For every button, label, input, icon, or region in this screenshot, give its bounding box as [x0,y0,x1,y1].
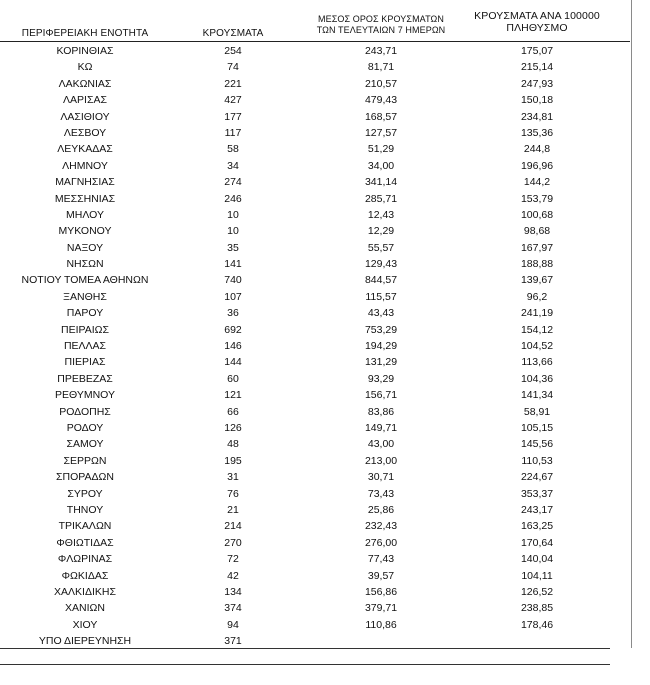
cell-seven-day-average: 479,43 [364,94,398,107]
cell-cases-per-100k: 175,07 [520,45,554,57]
cell-seven-day-average: 25,86 [367,503,395,516]
cell-seven-day-average: 213,00 [364,454,398,467]
cell-seven-day-average: 30,71 [367,471,395,484]
cell-seven-day-average: 194,29 [364,340,398,353]
cell-seven-day-average: 168,57 [364,110,398,123]
cell-cases-per-100k: 163,25 [520,520,554,533]
cell-cases-per-100k: 58,91 [523,405,551,418]
table-row [0,551,630,567]
cell-cases-per-100k: 100,68 [520,208,554,221]
cell-cases-per-100k: 238,85 [520,602,554,615]
cell-region: ΡΟΔΟΠΗΣ [59,405,111,418]
cell-region: ΜΕΣΣΗΝΙΑΣ [54,192,116,205]
table-row [0,240,630,256]
table-row [0,109,630,125]
table-row [0,387,630,403]
cell-cases-per-100k: 139,67 [520,274,554,287]
cell-cases: 274 [224,176,242,189]
cell-cases: 76 [227,487,239,500]
cell-cases: 254 [224,45,242,57]
cell-region: ΣΕΡΡΩΝ [63,454,107,467]
cell-region: ΥΠΟ ΔΙΕΡΕΥΝΗΣΗ [38,635,132,648]
cell-seven-day-average: 77,43 [367,553,395,566]
table-row [0,59,630,75]
table-row [0,404,630,420]
cell-seven-day-average: 110,86 [365,618,397,631]
cell-seven-day-average: 51,29 [367,143,395,156]
cell-region: ΤΗΝΟΥ [66,503,104,516]
cell-cases: 117 [224,126,242,139]
table-row [0,305,630,321]
cell-region: ΠΕΙΡΑΙΩΣ [61,323,109,336]
cell-cases-per-100k: 234,81 [520,110,554,123]
table-row [0,486,630,502]
cell-region: ΣΑΜΟΥ [66,438,104,451]
cell-cases-per-100k: 135,36 [520,126,554,139]
cell-cases-per-100k: 141,34 [520,389,554,402]
cell-region: ΣΠΟΡΑΔΩΝ [56,471,114,484]
cell-region: ΛΕΣΒΟΥ [63,126,107,139]
cell-seven-day-average: 83,86 [367,405,395,418]
table-row [0,191,630,207]
table-row [0,469,630,485]
table-row [0,207,630,223]
table-row [0,535,630,551]
cell-cases: 221 [224,77,242,90]
table-row [0,617,630,633]
table-row [0,502,630,518]
cell-cases-per-100k: 224,67 [520,471,554,484]
cell-seven-day-average: 12,43 [367,208,395,221]
table-row [0,568,630,584]
cell-seven-day-average: 285,71 [364,192,398,205]
cell-region: ΛΑΚΩΝΙΑΣ [58,77,112,90]
header-seven-day-average [296,14,466,35]
cell-seven-day-average: 379,71 [364,602,398,615]
cell-cases: 146 [224,340,242,353]
table-row [0,272,630,288]
cell-cases-per-100k: 140,04 [520,553,554,566]
header-cases-per-100k [452,10,622,34]
cell-region: ΦΛΩΡΙΝΑΣ [57,553,113,566]
cell-cases: 141 [224,258,242,271]
cell-cases: 21 [227,503,239,516]
cell-cases: 42 [227,569,239,582]
cell-cases: 144 [224,356,242,369]
cell-seven-day-average: 243,71 [364,45,398,57]
cell-region: ΠΡΕΒΕΖΑΣ [57,372,113,385]
cell-seven-day-average: 43,43 [367,307,395,320]
cell-seven-day-average: 844,57 [364,274,398,287]
cell-cases-per-100k: 241,19 [520,307,554,320]
cell-region: ΚΩ [77,61,93,74]
table-row [0,633,630,649]
cell-cases-per-100k: 153,79 [520,192,554,205]
cell-region: ΦΘΙΩΤΙΔΑΣ [56,536,114,549]
cell-region: ΠΑΡΟΥ [66,307,104,320]
table-row [0,92,630,108]
cell-cases: 692 [224,323,242,336]
cell-region: ΣΥΡΟΥ [67,487,103,500]
cell-region: ΠΕΛΛΑΣ [63,340,107,353]
table-row [0,141,630,157]
table-row [0,223,630,239]
cell-cases-per-100k: 104,52 [520,340,554,353]
cell-cases: 107 [224,290,242,303]
table-row [0,322,630,338]
table-row [0,600,630,616]
table-row [0,371,630,387]
table-row [0,256,630,272]
cell-region: ΝΟΤΙΟΥ ΤΟΜΕΑ ΑΘΗΝΩΝ [21,274,149,287]
cell-cases: 94 [227,618,239,631]
cell-cases: 427 [224,94,242,107]
cell-cases: 74 [227,61,239,74]
cell-region: ΡΟΔΟΥ [66,421,104,434]
header-per-line2: ΠΛΗΘΥΣΜΟ [506,22,568,34]
cell-cases: 35 [227,241,239,254]
cell-cases: 246 [224,192,242,205]
cell-region: ΝΗΣΩΝ [66,258,104,271]
table-row [0,158,630,174]
cell-seven-day-average: 131,29 [364,356,398,369]
cell-cases-per-100k: 105,15 [520,421,554,434]
cell-cases-per-100k: 178,46 [520,618,554,631]
cell-cases: 374 [224,602,242,615]
cell-cases: 36 [227,307,239,320]
cell-cases: 66 [227,405,239,418]
cell-cases: 371 [224,635,242,648]
cell-cases-per-100k: 113,66 [521,356,553,369]
cell-seven-day-average: 12,29 [367,225,395,238]
cell-cases-per-100k: 244,8 [523,143,551,156]
cell-region: ΡΕΘΥΜΝΟΥ [54,389,115,402]
table-row [0,174,630,190]
table-row [0,436,630,452]
cell-seven-day-average: 127,57 [364,126,398,139]
cell-seven-day-average: 115,57 [365,290,397,303]
cell-region: ΤΡΙΚΑΛΩΝ [58,520,112,533]
table-row [0,518,630,534]
cell-seven-day-average: 341,14 [364,176,398,189]
cell-seven-day-average: 156,71 [364,389,398,402]
cell-cases: 121 [224,389,242,402]
cell-region: ΚΟΡΙΝΘΙΑΣ [56,45,114,57]
header-avg-line2: ΤΩΝ ΤΕΛΕΥΤΑΙΩΝ 7 ΗΜΕΡΩΝ [316,24,446,35]
cell-cases: 214 [224,520,242,533]
cell-cases-per-100k: 170,64 [520,536,554,549]
table-body [0,43,630,649]
cell-cases: 48 [227,438,239,451]
footer-divider-top [0,648,610,649]
table-row [0,584,630,600]
cell-cases-per-100k: 98,68 [523,225,551,238]
cell-cases-per-100k: 126,52 [520,585,554,598]
cell-region: ΧΑΝΙΩΝ [65,602,105,615]
cell-cases-per-100k: 243,17 [520,503,554,516]
header-cases: ΚΡΟΥΣΜΑΤΑ [202,28,264,39]
cell-cases-per-100k: 110,53 [521,454,553,467]
cell-cases-per-100k: 104,11 [521,569,553,582]
cell-cases: 177 [224,110,242,123]
cell-region: ΜΑΓΝΗΣΙΑΣ [55,176,115,189]
cell-region: ΜΥΚΟΝΟΥ [58,225,112,238]
cell-region: ΛΗΜΝΟΥ [62,159,108,172]
cell-region: ΠΙΕΡΙΑΣ [64,356,106,369]
cell-cases-per-100k: 145,56 [520,438,554,451]
header-divider [0,41,630,42]
cell-seven-day-average: 55,57 [367,241,395,254]
cell-cases: 60 [227,372,239,385]
cell-seven-day-average: 93,29 [367,372,395,385]
table-row [0,76,630,92]
cell-region: ΧΑΛΚΙΔΙΚΗΣ [54,585,116,598]
header-avg-line1: ΜΕΣΟΣ ΟΡΟΣ ΚΡΟΥΣΜΑΤΩΝ [318,14,444,24]
header-region: ΠΕΡΙΦΕΡΕΙΑΚΗ ΕΝΟΤΗΤΑ [21,28,149,39]
cell-seven-day-average: 43,00 [367,438,395,451]
cell-cases-per-100k: 167,97 [520,241,554,254]
cell-cases: 58 [227,143,239,156]
footer-divider-bottom [0,664,610,665]
cell-seven-day-average: 81,71 [367,61,395,74]
cell-seven-day-average: 129,43 [364,258,398,271]
cell-seven-day-average: 34,00 [367,159,395,172]
cell-cases-per-100k: 353,37 [520,487,554,500]
cell-cases: 134 [224,585,242,598]
cell-cases: 72 [227,553,239,566]
table-row [0,354,630,370]
cell-seven-day-average: 232,43 [364,520,398,533]
cell-seven-day-average: 156,86 [364,585,398,598]
cell-cases-per-100k: 144,2 [523,176,551,189]
table-header [0,0,630,44]
cell-region: ΜΗΛΟΥ [66,208,104,221]
cell-cases-per-100k: 154,12 [520,323,554,336]
cell-region: ΛΑΡΙΣΑΣ [63,94,107,107]
cell-cases: 31 [227,471,239,484]
cell-seven-day-average: 210,57 [364,77,398,90]
table-row [0,125,630,141]
table-row [0,289,630,305]
header-per-line1: ΚΡΟΥΣΜΑΤΑ ΑΝΑ 100000 [474,10,600,22]
cell-region: ΛΕΥΚΑΔΑΣ [57,143,113,156]
cell-seven-day-average: 73,43 [367,487,395,500]
cell-cases-per-100k: 96,2 [526,290,548,303]
cell-region: ΛΑΣΙΘΙΟΥ [60,110,110,123]
cell-seven-day-average: 39,57 [367,569,395,582]
cell-cases-per-100k: 247,93 [520,77,554,90]
cell-cases-per-100k: 188,88 [520,258,554,271]
cell-cases-per-100k: 215,14 [520,61,554,74]
table-row [0,43,630,59]
cell-cases-per-100k: 150,18 [520,94,554,107]
table-row [0,453,630,469]
cell-cases: 195 [224,454,242,467]
cell-cases: 10 [227,225,239,238]
cell-cases: 270 [224,536,242,549]
cell-region: ΝΑΞΟΥ [66,241,104,254]
cell-region: ΞΑΝΘΗΣ [63,290,107,303]
page-edge-line [631,0,632,648]
cell-seven-day-average: 276,00 [364,536,398,549]
cell-seven-day-average: 753,29 [364,323,398,336]
cell-region: ΦΩΚΙΔΑΣ [61,569,109,582]
cell-cases-per-100k: 196,96 [520,159,554,172]
table-row [0,338,630,354]
cell-cases-per-100k: 104,36 [520,372,554,385]
table-row [0,420,630,436]
cell-seven-day-average: 149,71 [364,421,398,434]
cell-cases: 126 [224,421,242,434]
cell-cases: 34 [227,159,239,172]
cell-cases: 10 [227,208,239,221]
cell-region: ΧΙΟΥ [72,618,98,631]
cell-cases: 740 [224,274,242,287]
